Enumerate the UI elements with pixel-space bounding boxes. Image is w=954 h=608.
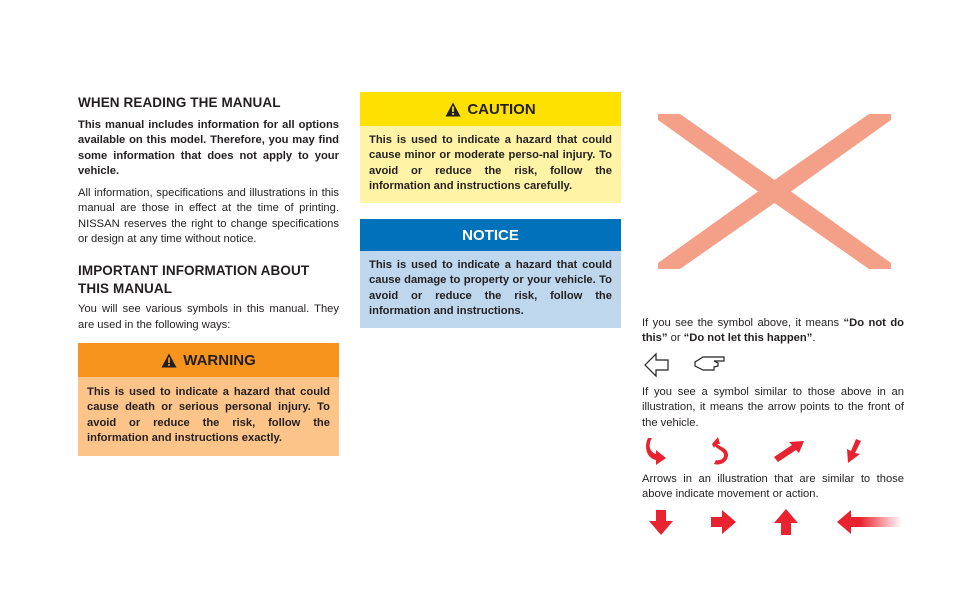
heading-when-reading: WHEN READING THE MANUAL [78,95,281,110]
desc1-prefix: If you see the symbol above, it means [642,317,844,329]
up-arrow-icon [772,508,800,536]
desc1-do-not: “Do not do this” [642,317,904,345]
outline-left-arrow-icon [644,352,670,378]
column-middle [360,92,621,328]
do-not-x-icon [658,114,891,269]
desc1-or: or [667,332,684,345]
symbols-paragraph: You will see various symbols in this manual. They are used in the following ways: [78,303,339,331]
info-paragraph: All information, specifications and illustrations in this manual are those in effect at the time of printing. NISSAN reserves the right to change specifications or design at any time without notice. [78,187,339,246]
diagonal-up-right-arrow-icon [772,439,806,463]
right-arrow-icon [709,508,737,536]
left-arrow-icon [836,508,902,536]
notice-text: This is used to indicate a hazard that could cause damage to property or your vehicle. To avoid or reduce the risk, follow the information and instructions. [360,251,621,328]
diagonal-down-arrow-icon [842,437,866,465]
front-arrow-symbols [642,352,728,378]
desc1-suffix: . [812,332,816,345]
straight-arrow-symbols [642,508,902,536]
warning-triangle-icon [445,102,461,117]
warning-header [78,343,339,377]
caution-text: This is used to indicate a hazard that could cause minor or moderate perso-nal injury. To avoid or reduce the risk, follow the information and instructions carefully. [360,126,621,203]
notice-title: NOTICE [462,226,519,244]
notice-header [360,219,621,251]
warning-text: This is used to indicate a hazard that could cause death or serious personal injury. To avoid or reduce the risk, follow the information and instructions exactly. [78,377,339,456]
do-not-description [642,316,904,347]
heading-important-info: IMPORTANT INFORMATION ABOUT THIS MANUAL [78,263,310,297]
curved-down-arrow-icon [646,436,670,466]
caution-title: CAUTION [467,100,536,118]
warning-title: WARNING [183,351,256,369]
outline-pointing-hand-arrow-icon [694,355,728,375]
notice-box [360,219,621,328]
movement-arrow-description: Arrows in an illustration that are similar to those above indicate movement or action. [642,473,904,501]
intro-bold-text: This manual includes information for all options available on this model. Therefore, you may find some information that does not apply to your vehicle. [78,119,339,177]
caution-box [360,92,621,203]
curved-arrow-symbols [642,436,866,466]
front-arrow-description: If you see a symbol similar to those above in an illustration, it means the arrow points to the front of the vehicle. [642,386,904,429]
warning-box [78,343,339,456]
caution-header [360,92,621,126]
column-left [78,94,339,333]
desc1-do-not-let: “Do not let this happen” [683,332,813,345]
curved-return-arrow-icon [708,436,732,466]
down-arrow-icon [647,508,675,536]
warning-triangle-icon [161,353,177,368]
